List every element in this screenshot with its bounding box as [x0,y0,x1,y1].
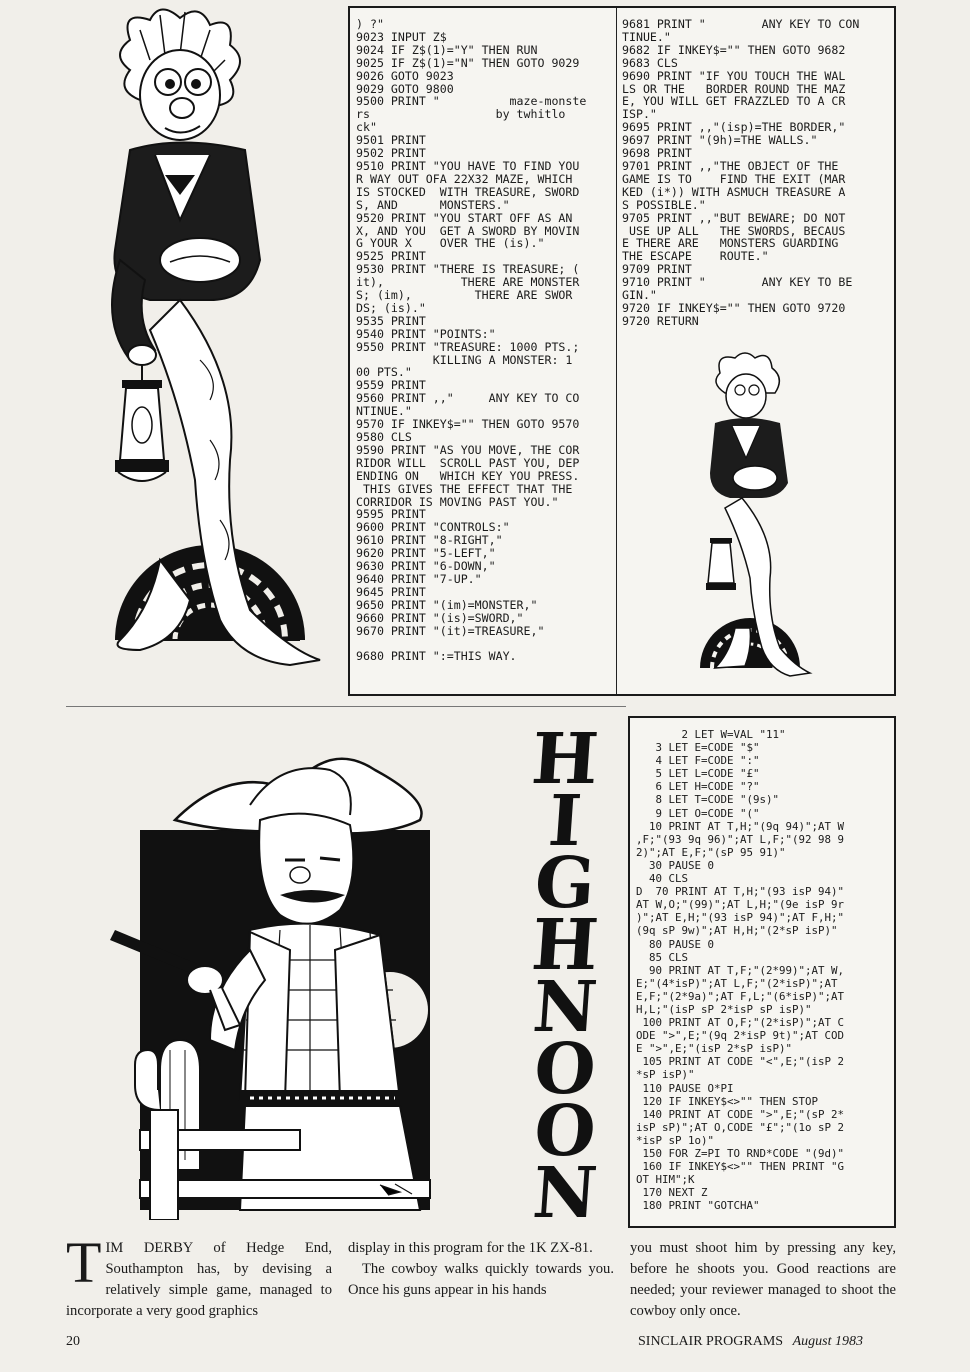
code-line: R WAY OUT OFA 22X32 MAZE, WHICH [356,171,573,186]
code-line: 2 LET W=VAL "11" [636,728,786,741]
code-line: 90 PRINT AT T,F;"(2*99)";AT W, [636,963,845,977]
code-line: 9600 PRINT "CONTROLS:" [356,520,510,535]
code-line: 9029 GOTO 9800 [356,81,454,96]
title-letter: I [545,779,585,862]
professor-illustration [60,0,350,700]
code-line: G YOUR X OVER THE (is)." [356,236,545,251]
article-paragraph: The cowboy walks quickly towards you. Once his guns appear in his hands [348,1261,614,1298]
code-line: IS STOCKED WITH TREASURE, SWORD [356,184,580,199]
code-line: ,F;"(93 9q 96)";AT L,F;"(92 98 9 [636,832,845,846]
code-line: NTINUE." [356,404,412,419]
code-line: 9709 PRINT [622,262,692,277]
code-line: 30 PAUSE 0 [636,858,715,872]
code-line: 9535 PRINT [356,313,426,328]
listing-column-1 [356,18,586,663]
code-line: 100 PRINT AT O,F;"(2*isP)";AT C [636,1016,845,1030]
code-line: 9690 PRINT "IF YOU TOUCH THE WAL [622,68,846,83]
code-line: 5 LET L=CODE "£" [636,767,760,781]
code-line: 9559 PRINT [356,378,426,393]
code-line: E, YOU WILL GET FRAZZLED TO A CR [622,94,846,109]
page-number: 20 [66,1334,80,1349]
code-line: TINUE." [622,29,671,44]
code-line: 9520 PRINT "YOU START OFF AS AN [356,210,573,225]
drop-cap: T [66,1230,102,1295]
code-line: 9024 IF Z$(1)="Y" THEN RUN [356,42,538,57]
code-line: S POSSIBLE." [622,197,706,212]
code-line: E;"(4*isP)";AT L,F;"(2*isP)";AT [636,976,838,990]
code-line: 9560 PRINT ,," ANY KEY TO CO [356,391,580,406]
listing-column-2 [622,18,859,328]
code-line: 9701 PRINT ,,"THE OBJECT OF THE [622,158,839,173]
code-line: S; (im), THERE ARE SWOR [356,288,573,303]
code-line: 4 LET F=CODE ":" [636,754,760,768]
code-line: 9660 PRINT "(is)=SWORD," [356,610,524,625]
code-line: 9590 PRINT "AS YOU MOVE, THE COR [356,442,580,457]
magazine-footer [638,1334,863,1350]
code-line: ENDING ON WHICH KEY YOU PRESS. [356,468,580,483]
code-line: E ">",E;"(isP 2*sP isP)" [636,1042,793,1056]
code-line: 110 PAUSE O*PI [636,1081,734,1095]
code-line: S, AND MONSTERS." [356,197,510,212]
code-line: GAME IS TO FIND THE EXIT (MAR [622,171,846,186]
code-line: 9501 PRINT [356,133,426,148]
article-column-3 [630,1238,896,1322]
code-line: 3 LET E=CODE "$" [636,741,760,755]
code-line: 9580 CLS [356,430,412,444]
code-line: 9650 PRINT "(im)=MONSTER," [356,597,538,612]
code-line: 160 IF INKEY$<>"" THEN PRINT "G [636,1160,845,1174]
code-line: 6 LET H=CODE "?" [636,780,760,794]
code-line: 9540 PRINT "POINTS:" [356,326,496,341]
article-column-1 [66,1230,332,1322]
title-letter: O [531,1027,599,1110]
code-line: OT HIM";K [636,1173,695,1187]
code-line: )";AT E,H;"(93 isP 94)";AT F,H;" [636,911,845,925]
code-line: DS; (is)." [356,300,426,315]
code-line: GIN." [622,288,657,303]
code-line: 9681 PRINT " ANY KEY TO CON [622,17,860,31]
code-line: 9570 IF INKEY$="" THEN GOTO 9570 [356,417,580,432]
code-line: ) ?" [356,17,384,31]
code-line: 9026 GOTO 9023 [356,68,454,83]
code-line: 9697 PRINT "(9h)=THE WALLS." [622,133,818,148]
code-line: 9682 IF INKEY$="" THEN GOTO 9682 [622,42,846,57]
code-line: 9720 IF INKEY$="" THEN GOTO 9720 [622,300,846,315]
listing-column [636,728,844,1212]
code-line: 9630 PRINT "6-DOWN," [356,559,496,574]
code-line: RIDOR WILL SCROLL PAST YOU, DEP [356,455,580,470]
title-letter: H [529,903,601,986]
code-line: CORRIDOR IS MOVING PAST YOU." [356,494,559,509]
code-line: 00 PTS." [356,365,412,380]
code-line: 8 LET T=CODE "(9s)" [636,793,780,807]
issue-date: August 1983 [792,1334,863,1349]
lantern-graphic [115,380,169,481]
code-line: THIS GIVES THE EFFECT THAT THE [356,481,573,496]
code-line: 9610 PRINT "8-RIGHT," [356,533,503,548]
title-letter: O [531,1089,599,1172]
program-listing-maze-monsters [348,6,896,696]
magazine-name: SINCLAIR PROGRAMS [638,1334,784,1349]
article-paragraph: you must shoot him by pressing any key, before he shoots you. Good reactions are needed; your reviewer managed to shoot the cowboy only once. [630,1240,896,1319]
code-line: 9500 PRINT " maze-monste [356,94,587,109]
code-line: 40 CLS [636,872,689,886]
column-divider [616,8,617,694]
code-line: 80 PAUSE 0 [636,937,715,951]
code-line: *isP sP 1o)" [636,1133,715,1147]
article-column-2 [348,1238,614,1301]
code-line: 120 IF INKEY$<>"" THEN STOP [636,1094,819,1108]
title-letter: H [529,717,601,800]
code-line: 9025 IF Z$(1)="N" THEN GOTO 9029 [356,55,580,70]
code-line: 9023 INPUT Z$ [356,29,447,44]
title-letter: G [532,841,598,924]
code-line: 85 CLS [636,950,689,964]
code-line: ck" [356,120,377,135]
article-paragraph: IM DERBY of Hedge End, Southampton has, by devising a relatively simple game, managed to incorporate a very good graphics [66,1240,332,1319]
code-line: 9698 PRINT [622,146,692,161]
code-line: 9595 PRINT [356,507,426,522]
code-line: 9530 PRINT "THERE IS TREASURE; ( [356,262,580,277]
code-line: 9510 PRINT "YOU HAVE TO FIND YOU [356,158,580,173]
code-line: LS OR THE BORDER ROUND THE MAZ [622,81,846,96]
title-letter: N [530,1151,600,1234]
code-line: 140 PRINT AT CODE ">",E;"(sP 2* [636,1107,845,1121]
article-paragraph: display in this program for the 1K ZX-81. [348,1240,593,1256]
code-line: THE ESCAPE ROUTE." [622,249,769,264]
code-line: 9640 PRINT "7-UP." [356,571,482,586]
code-line: isP sP)";AT O,CODE "£";"(1o sP 2 [636,1120,845,1134]
code-line: 9680 PRINT ":=THIS WAY. [356,649,517,664]
code-line: 180 PRINT "GOTCHA" [636,1199,760,1213]
code-line: D 70 PRINT AT T,H;"(93 isP 94)" [636,885,845,899]
code-line: AT W,O;"(99)";AT L,H;"(9e isP 9r [636,898,845,912]
code-line: 9720 RETURN [622,313,699,328]
code-line: H,L;"(isP sP 2*isP sP isP)" [636,1002,812,1016]
code-line: 9525 PRINT [356,249,426,264]
code-line: 9502 PRINT [356,146,426,161]
code-line: rs by twhitlo [356,107,566,122]
code-line: E THERE ARE MONSTERS GUARDING [622,236,839,251]
article-title-high-noon [515,717,615,1234]
title-letter: N [530,965,600,1048]
program-listing-high-noon [628,716,896,1228]
code-line: 9620 PRINT "5-LEFT," [356,546,496,561]
code-line: 9550 PRINT "TREASURE: 1000 PTS.; [356,339,580,354]
code-line: 9705 PRINT ,,"BUT BEWARE; DO NOT [622,210,846,225]
code-line: KED (i*)) WITH ASMUCH TREASURE A [622,184,846,199]
code-line: 9695 PRINT ,,"(isp)=THE BORDER," [622,120,846,135]
code-line: 170 NEXT Z [636,1186,708,1200]
code-line: E,F;"(2*9a)";AT F,L;"(6*isP)";AT [636,989,845,1003]
section-divider [66,706,626,707]
code-line: ODE ">",E;"(9q 2*isP 9t)";AT COD [636,1029,845,1043]
code-line: 9645 PRINT [356,584,426,599]
code-line: 2)";AT E,F;"(sP 95 91)" [636,845,786,859]
code-line: USE UP ALL THE SWORDS, BECAUS [622,223,846,238]
code-line: 10 PRINT AT T,H;"(9q 94)";AT W [636,819,845,833]
code-line: 9 LET O=CODE "(" [636,806,760,820]
cowboy-illustration [100,710,520,1220]
code-line: X, AND YOU GET A SWORD BY MOVIN [356,223,580,238]
code-line: 105 PRINT AT CODE "<",E;"(isP 2 [636,1055,845,1069]
code-line: *sP isP)" [636,1068,695,1082]
code-line: (9q sP 9w)";AT H,H;"(2*sP isP)" [636,924,838,938]
code-line: 9683 CLS [622,55,678,70]
small-professor-illustration [680,348,830,693]
code-line: KILLING A MONSTER: 1 [356,352,573,367]
code-line: ISP." [622,107,657,122]
code-line: 9670 PRINT "(it)=TREASURE," [356,623,545,638]
code-line: 150 FOR Z=PI TO RND*CODE "(9d)" [636,1147,845,1160]
code-line: it), THERE ARE MONSTER [356,275,580,290]
code-line: 9710 PRINT " ANY KEY TO BE [622,275,853,290]
